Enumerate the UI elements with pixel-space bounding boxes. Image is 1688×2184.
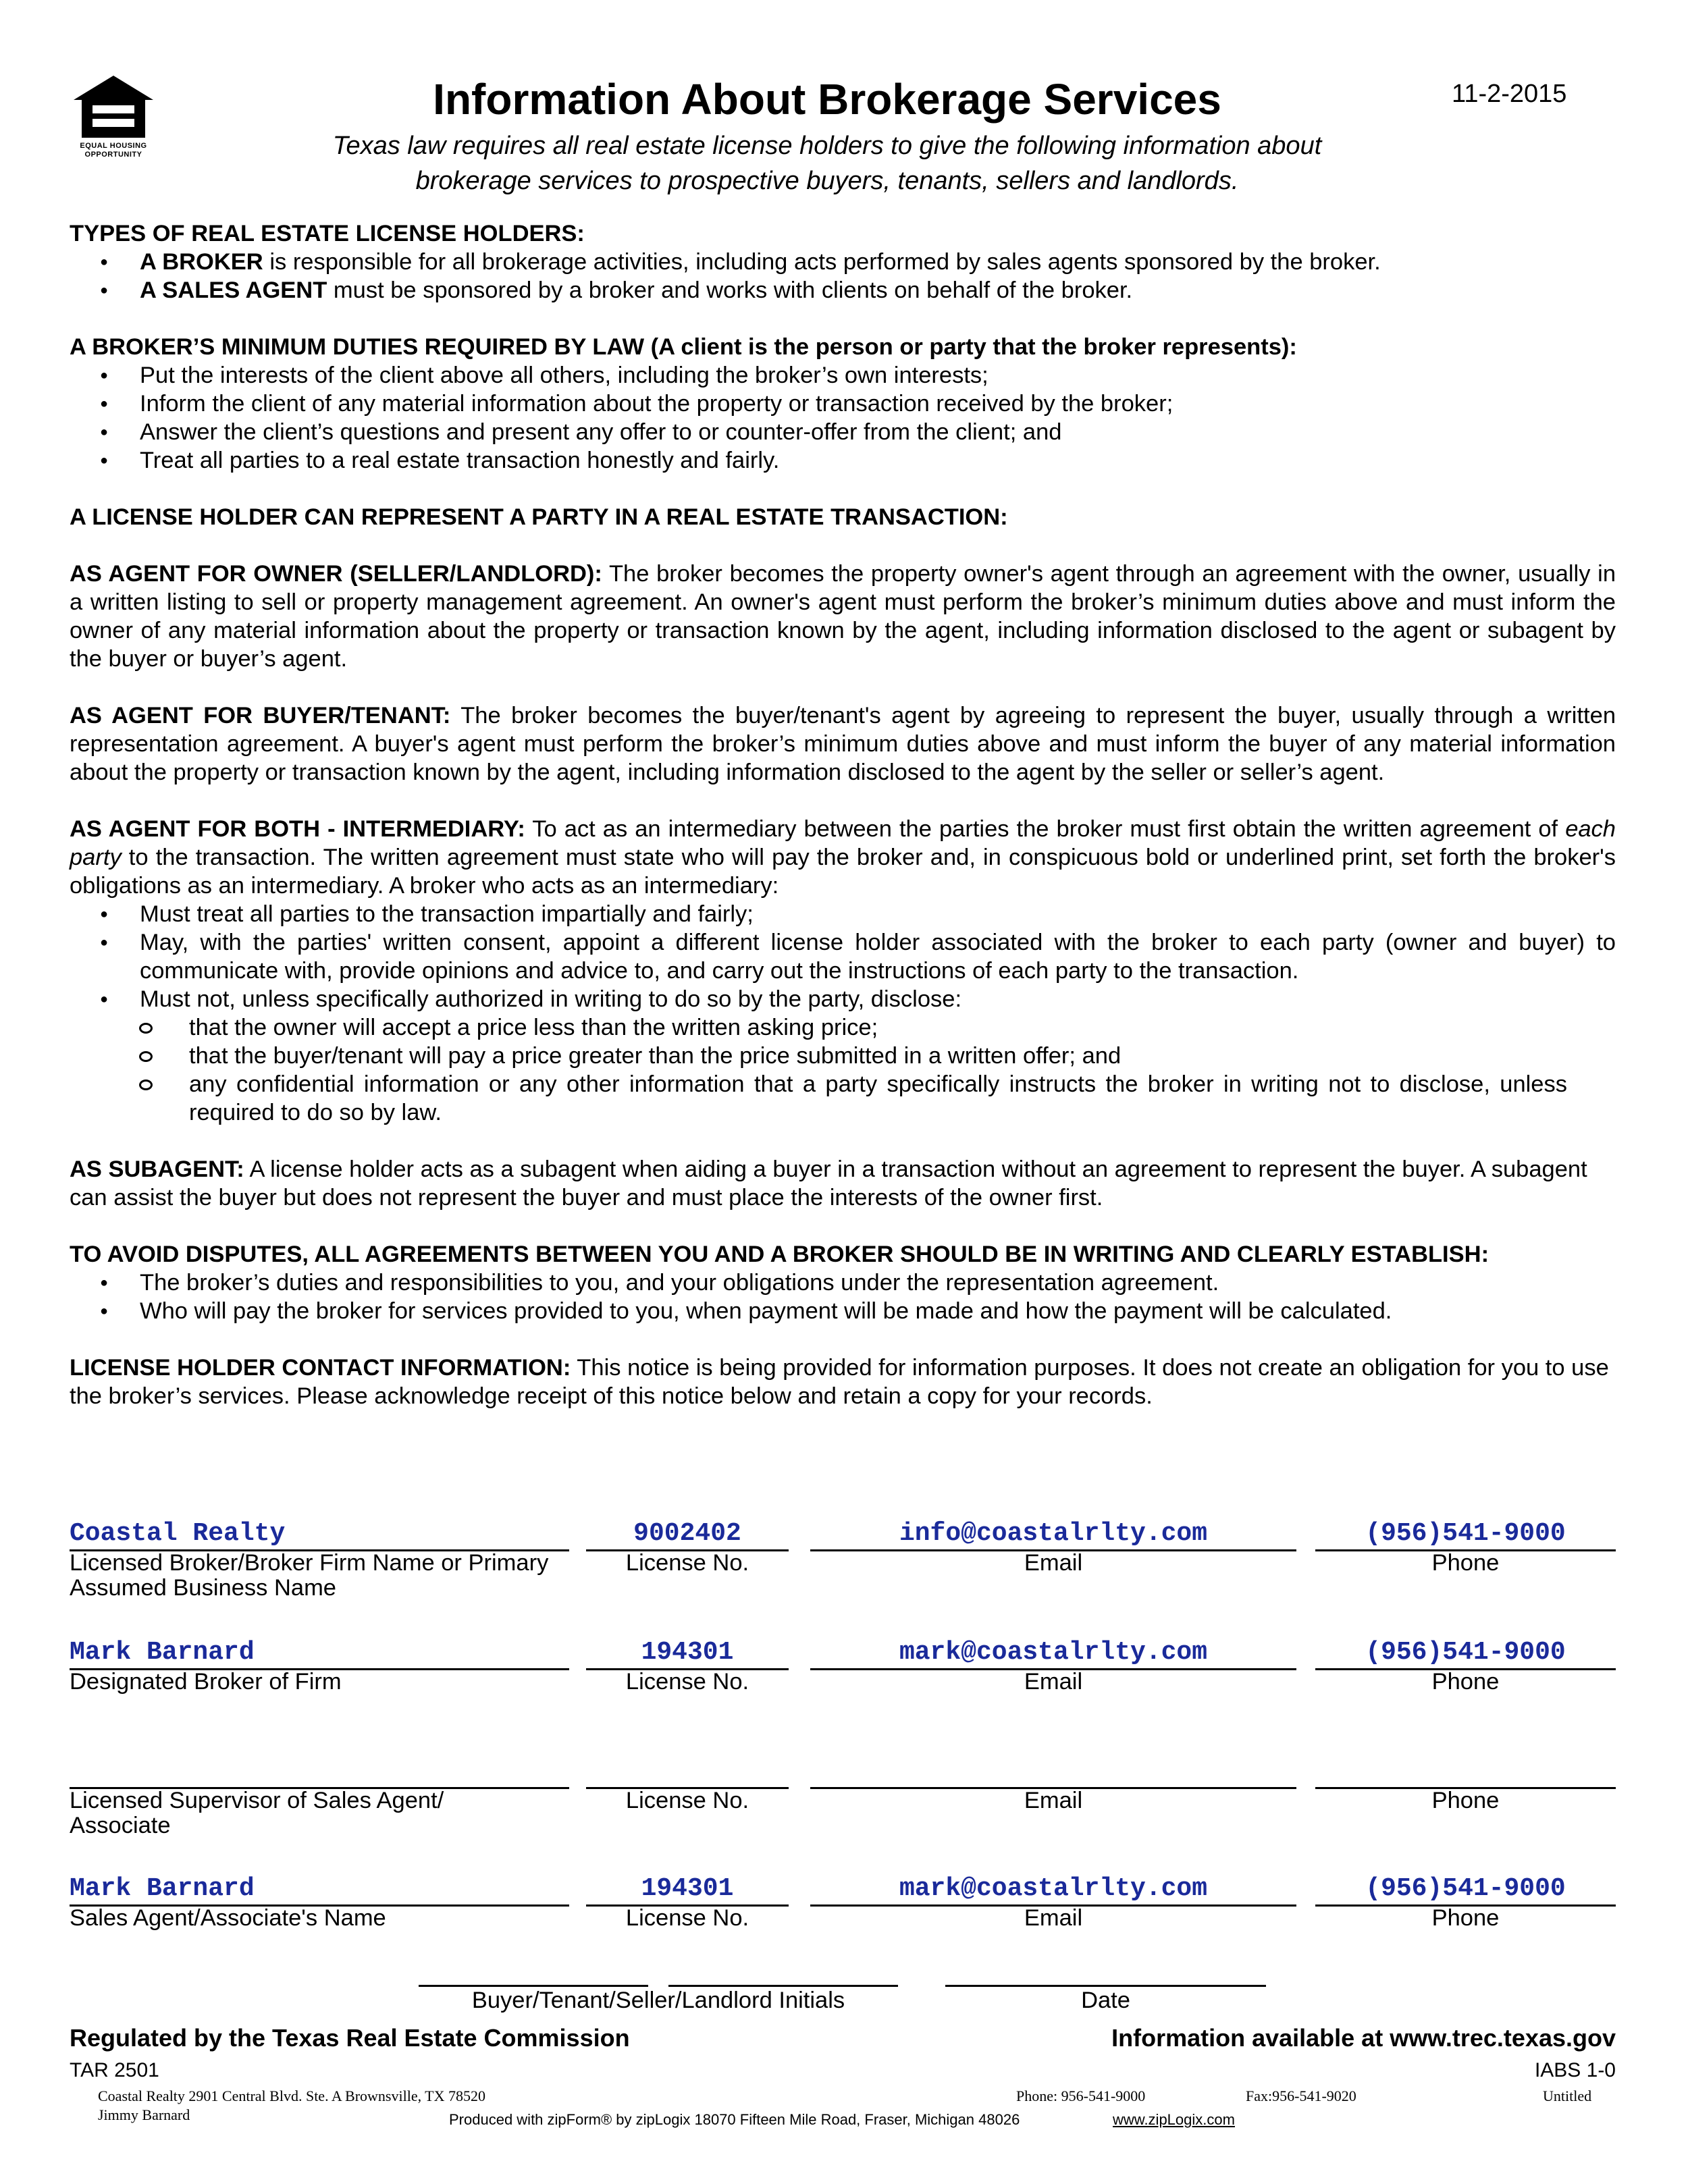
email-value[interactable]: mark@coastalrlty.com: [899, 1874, 1208, 1903]
initials-line-2[interactable]: [668, 1985, 898, 1987]
list-item: ● Treat all parties to a real estate transaction honestly and fairly.: [70, 446, 1616, 475]
license-value[interactable]: 194301: [641, 1874, 734, 1903]
sub-list-item: that the buyer/tenant will pay a price greater than the price submitted in a written offer; and: [70, 1042, 1616, 1070]
represent-heading: A LICENSE HOLDER CAN REPRESENT A PARTY IN A REAL ESTATE TRANSACTION:: [70, 504, 1008, 530]
subagent-text: A license holder acts as a subagent when aiding a buyer in a transaction without an agreement to represent the buyer. A subagent can assist the buyer but does not represent the buyer and must place the interests of the owner first.: [70, 1156, 1587, 1210]
license-value[interactable]: 9002402: [633, 1519, 741, 1548]
sales-agent-value[interactable]: Mark Barnard: [70, 1874, 255, 1903]
list-item: ● Must treat all parties to the transaction impartially and fairly;: [70, 900, 1616, 928]
ziplogix-link[interactable]: www.zipLogix.com: [1113, 2111, 1235, 2128]
disputes-heading: TO AVOID DISPUTES, ALL AGREEMENTS BETWEEN YOU AND A BROKER SHOULD BE IN WRITING AND CLEARLY ESTABLISH:: [70, 1242, 1489, 1267]
intermediary-list: [70, 900, 1616, 1013]
phone-label: Phone: [1431, 1788, 1500, 1813]
phone-value[interactable]: (956)541-9000: [1365, 1874, 1566, 1903]
email-label: Email: [1024, 1788, 1083, 1813]
license-value[interactable]: 194301: [641, 1638, 734, 1667]
contact-text: This notice is being provided for information purposes. It does not create an obligation for you to use the broker’s services. Please acknowledge receipt of this notice below and retain a copy for your records.: [70, 1355, 1609, 1409]
produced-with: Produced with zipForm® by zipLogix 18070 Fifteen Mile Road, Fraser, Michigan 48026: [449, 2111, 1020, 2128]
list-item: ● Answer the client’s questions and present any offer to or counter-offer from the client; and: [70, 418, 1616, 446]
types-list: [70, 248, 1616, 304]
intermediary-text-cont: to the transaction. The written agreement must state who will pay the broker and, in conspicuous bold or underlined print, set forth the broker's obligations as an intermediary. A broker who acts as an intermediary:: [70, 845, 1616, 899]
email-label: Email: [1024, 1905, 1083, 1931]
logo-caption: EQUAL HOUSING OPPORTUNITY: [80, 142, 147, 159]
term: A BROKER: [140, 249, 263, 275]
license-label: License No.: [625, 1788, 749, 1813]
broker-firm-name-label: Licensed Broker/Broker Firm Name or Primary Assumed Business Name: [70, 1550, 549, 1601]
date-line[interactable]: [945, 1985, 1266, 1987]
owner-paragraph: [70, 560, 1616, 673]
list-item: ● May, with the parties' written consent, appoint a different license holder associated with the broker to each party (owner and buyer) to communicate with, provide opinions and advice to, and carry out the instructions of each party to the transaction.: [70, 928, 1616, 985]
term: A SALES AGENT: [140, 277, 327, 303]
license-label: License No.: [625, 1669, 749, 1695]
office-fax: Fax:956-541-9020: [1246, 2087, 1356, 2104]
buyer-paragraph: [70, 701, 1616, 787]
intermediary-text: To act as an intermediary between the parties the broker must first obtain the written agreement of: [525, 816, 1566, 842]
list-item: [70, 276, 1616, 304]
duties-list: [70, 361, 1616, 475]
broker-firm-name-value[interactable]: Coastal Realty: [70, 1519, 286, 1548]
sub-list-item: any confidential information or any other information that a party specifically instructs the broker in writing not to disclose, unless required to do so by law.: [70, 1070, 1616, 1127]
email-value[interactable]: mark@coastalrlty.com: [899, 1638, 1208, 1667]
list-item: ● Must not, unless specifically authorized in writing to do so by the party, disclose:: [70, 985, 1616, 1013]
duties-heading: A BROKER’S MINIMUM DUTIES REQUIRED BY LAW (A client is the person or party that the broker represents):: [70, 334, 1297, 360]
phone-label: Phone: [1431, 1905, 1500, 1931]
types-heading: TYPES OF REAL ESTATE LICENSE HOLDERS:: [70, 221, 585, 246]
list-item: ● The broker’s duties and responsibilities to you, and your obligations under the representation agreement.: [70, 1269, 1616, 1297]
intermediary-paragraph: [70, 815, 1616, 900]
intermediary-sublist: [70, 1013, 1616, 1127]
tar-number: TAR 2501: [70, 2059, 159, 2081]
designated-broker-label: Designated Broker of Firm: [70, 1669, 342, 1695]
list-item: ● Put the interests of the client above all others, including the broker’s own interests;: [70, 361, 1616, 390]
subtitle: [203, 128, 1452, 198]
phone-value[interactable]: (956)541-9000: [1365, 1519, 1566, 1548]
email-value[interactable]: info@coastalrlty.com: [899, 1519, 1208, 1548]
email-label: Email: [1024, 1669, 1083, 1695]
info-available: Information available at www.trec.texas.gov: [1111, 2024, 1616, 2052]
owner-text: The broker becomes the property owner's agent through an agreement with the owner, usually in a written listing to sell or property management agreement. An owner's agent must perform the broker’s minimum duties above and must inform the owner of any material information about the property or transaction known by the agent, including information disclosed to the agent or subagent by the buyer or buyer’s agent.: [70, 561, 1616, 672]
office-address: Coastal Realty 2901 Central Blvd. Ste. A Brownsville, TX 78520: [98, 2087, 486, 2104]
license-label: License No.: [625, 1905, 749, 1931]
license-label: License No.: [625, 1550, 749, 1576]
buyer-heading: AS AGENT FOR BUYER/TENANT:: [70, 703, 451, 728]
list-item: ● Inform the client of any material information about the property or transaction received by the broker;: [70, 390, 1616, 418]
designated-broker-value[interactable]: Mark Barnard: [70, 1638, 255, 1667]
date-label: Date: [1081, 1988, 1130, 2013]
disputes-list: [70, 1269, 1616, 1325]
subagent-heading: AS SUBAGENT:: [70, 1156, 244, 1182]
supervisor-label: Licensed Supervisor of Sales Agent/ Associate: [70, 1788, 444, 1838]
definition: is responsible for all brokerage activities, including acts performed by sales agents sponsored by the broker.: [263, 249, 1381, 275]
office-phone: Phone: 956-541-9000: [1016, 2087, 1146, 2104]
form-date: 11-2-2015: [1452, 80, 1567, 108]
contact-paragraph: [70, 1354, 1616, 1410]
subagent-paragraph: [70, 1155, 1616, 1212]
sales-agent-label: Sales Agent/Associate's Name: [70, 1905, 386, 1931]
phone-value[interactable]: (956)541-9000: [1365, 1638, 1566, 1667]
document-body: [70, 219, 1616, 1410]
contact-heading: LICENSE HOLDER CONTACT INFORMATION:: [70, 1355, 571, 1381]
initials-line-1[interactable]: [419, 1985, 648, 1987]
phone-label: Phone: [1431, 1550, 1500, 1576]
agent-name: Jimmy Barnard: [98, 2106, 190, 2123]
email-label: Email: [1024, 1550, 1083, 1576]
phone-label: Phone: [1431, 1669, 1500, 1695]
document-name: Untitled: [1543, 2087, 1592, 2104]
list-item: [70, 248, 1616, 276]
iabs-number: IABS 1-0: [1534, 2059, 1616, 2081]
intermediary-italic: each party: [70, 816, 1616, 870]
owner-heading: AS AGENT FOR OWNER (SELLER/LANDLORD):: [70, 561, 602, 587]
subtitle-line-2: brokerage services to prospective buyers, tenants, sellers and landlords.: [415, 167, 1239, 195]
initials-label: Buyer/Tenant/Seller/Landlord Initials: [471, 1988, 845, 2013]
regulated-by: Regulated by the Texas Real Estate Commission: [70, 2024, 630, 2052]
sub-list-item: that the owner will accept a price less than the written asking price;: [70, 1013, 1616, 1042]
subtitle-line-1: Texas law requires all real estate license holders to give the following information about: [332, 132, 1322, 160]
page-title: Information About Brokerage Services: [433, 75, 1221, 124]
list-item: ● Who will pay the broker for services provided to you, when payment will be made and how the payment will be calculated.: [70, 1297, 1616, 1325]
intermediary-heading: AS AGENT FOR BOTH - INTERMEDIARY:: [70, 816, 525, 842]
buyer-text: The broker becomes the buyer/tenant's agent by agreeing to represent the buyer, usually through a written representation agreement. A buyer's agent must perform the broker’s minimum duties above and must inform the buyer of any material information about the property or transaction known by the agent, including information disclosed to the agent by the seller or seller’s agent.: [70, 703, 1616, 785]
definition: must be sponsored by a broker and works with clients on behalf of the broker.: [327, 277, 1133, 303]
